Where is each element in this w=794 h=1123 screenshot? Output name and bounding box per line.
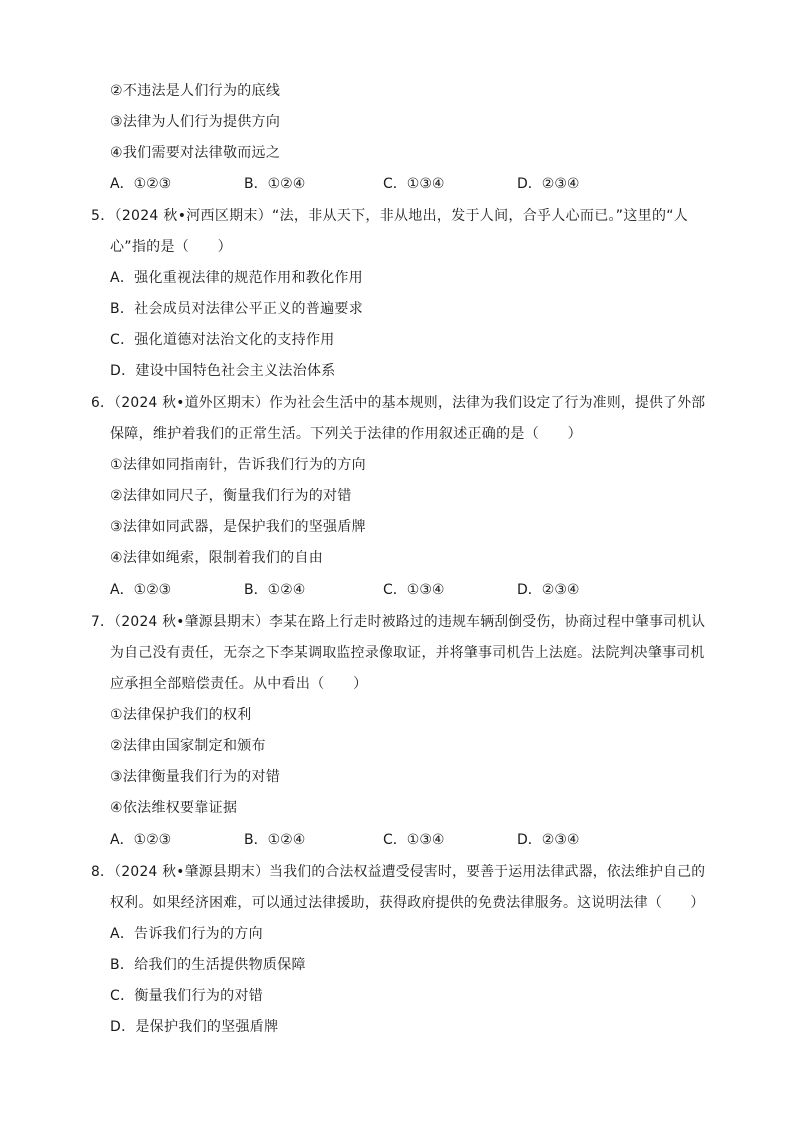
option-c[interactable]: C．①③④: [383, 582, 445, 598]
question-stem-line: 权利。如果经济困难，可以通过法律援助，获得政府提供的免费法律服务。这说明法律（ ）: [110, 895, 705, 911]
option-d[interactable]: D．②③④: [517, 582, 580, 598]
option-b[interactable]: B．社会成员对法律公平正义的普遍要求: [110, 301, 364, 317]
option-b[interactable]: B．给我们的生活提供物质保障: [110, 957, 306, 973]
option-d[interactable]: D．②③④: [517, 832, 580, 848]
question-stem-line: （2024 秋•肇源县期末）李某在路上行走时被路过的违规车辆刮倒受伤，协商过程中肇事司机认: [114, 614, 706, 630]
question-stem-line: （2024 秋•道外区期末）作为社会生活中的基本规则，法律为我们设定了行为准则，提供了外部: [114, 395, 706, 411]
statement-item: ②法律由国家制定和颁布: [110, 738, 266, 754]
option-a[interactable]: A．①②③: [110, 832, 172, 848]
option-a[interactable]: A．①②③: [110, 176, 172, 192]
statement-item: ①法律如同指南针，告诉我们行为的方向: [110, 457, 366, 473]
statement-item: ③法律为人们行为提供方向: [110, 114, 281, 130]
statement-item: ③法律如同武器，是保护我们的坚强盾牌: [110, 519, 366, 535]
option-c[interactable]: C．①③④: [383, 832, 445, 848]
option-b[interactable]: B．①②④: [244, 582, 306, 598]
option-b[interactable]: B．①②④: [244, 832, 306, 848]
statement-item: ①法律保护我们的权利: [110, 707, 252, 723]
statement-item: ③法律衡量我们行为的对错: [110, 769, 281, 785]
option-c[interactable]: C．强化道德对法治文化的支持作用: [110, 332, 335, 348]
question-stem-line: 保障，维护着我们的正常生活。下列关于法律的作用叙述正确的是（ ）: [110, 426, 582, 442]
option-a[interactable]: A．告诉我们行为的方向: [110, 926, 263, 942]
question-number: 5．: [91, 208, 115, 224]
option-c[interactable]: C．①③④: [383, 176, 445, 192]
option-d[interactable]: D．②③④: [517, 176, 580, 192]
statement-item: ④依法维权要靠证据: [110, 800, 238, 816]
option-c[interactable]: C．衡量我们行为的对错: [110, 988, 264, 1004]
statement-item: ②法律如同尺子，衡量我们行为的对错: [110, 488, 352, 504]
question-number: 7．: [91, 614, 115, 630]
option-d[interactable]: D．是保护我们的坚强盾牌: [110, 1019, 279, 1035]
statement-item: ④我们需要对法律敬而远之: [110, 145, 281, 161]
question-number: 6．: [91, 395, 115, 411]
question-stem-line: 应承担全部赔偿责任。从中看出（ ）: [110, 676, 368, 692]
option-d[interactable]: D．建设中国特色社会主义法治体系: [110, 363, 336, 379]
question-stem-line: （2024 秋•河西区期末）“法，非从天下，非从地出，发于人间，合乎人心而已。”这里的“人: [114, 208, 689, 224]
option-a[interactable]: A．强化重视法律的规范作用和教化作用: [110, 270, 363, 286]
option-b[interactable]: B．①②④: [244, 176, 306, 192]
question-stem-line: 为自己没有责任，无奈之下李某调取监控录像取证，并将肇事司机告上法庭。法院判决肇事司机: [110, 645, 705, 661]
question-stem-line: （2024 秋•肇源县期末）当我们的合法权益遭受侵害时，要善于运用法律武器，依法维护自己的: [114, 864, 706, 880]
statement-item: ②不违法是人们行为的底线: [110, 83, 281, 99]
option-a[interactable]: A．①②③: [110, 582, 172, 598]
question-stem-line: 心”指的是（ ）: [110, 239, 232, 255]
question-number: 8．: [91, 864, 115, 880]
statement-item: ④法律如绳索，限制着我们的自由: [110, 550, 324, 566]
